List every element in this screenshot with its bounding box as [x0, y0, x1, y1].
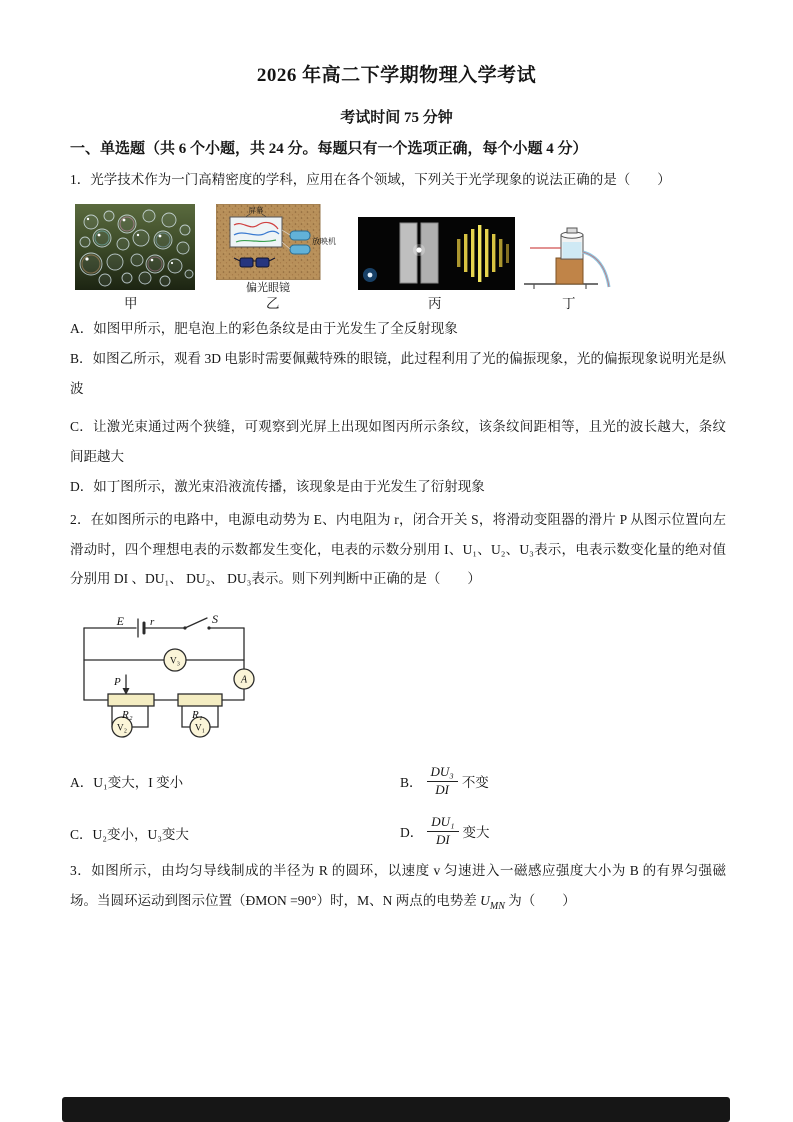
fraction-denominator: DI: [436, 831, 450, 847]
circuit-figure: [76, 612, 261, 755]
laser-water-diagram: [522, 220, 624, 290]
resistor-r1-label: R₁: [192, 709, 203, 721]
fraction-denominator: DI: [435, 781, 450, 797]
cinema-3d-figure: [216, 204, 348, 285]
potential-difference-symbol: U: [480, 892, 490, 908]
q2-option-b-tail: 不变: [461, 775, 489, 790]
q2-option-d-key: D．: [400, 825, 424, 840]
switch-contact: [207, 626, 210, 629]
q3-stem-part2: 为（ ）: [504, 892, 576, 908]
double-slit-figure: [358, 217, 515, 295]
switch-label: S: [212, 612, 218, 626]
circuit-diagram: [76, 612, 261, 750]
q3-stem: [70, 856, 726, 921]
slider-label: P: [114, 676, 121, 688]
laser-source: [363, 268, 377, 282]
q2-option-a: [70, 768, 183, 798]
switch-lever: [185, 618, 207, 628]
cinema-3d-diagram: [216, 204, 348, 280]
q1-stem: 1．光学技术作为一门高精密度的学科，应用在各个领域，下列关于光学现象的说法正确的是（ ）: [70, 172, 671, 187]
figure-caption-bing: 丙: [428, 296, 442, 311]
projector-label: 放映机: [312, 237, 336, 246]
q1-option-c: C．让激光束通过两个狭缝，可观察到光屏上出现如图丙所示条纹，该条纹间距相等，且光的波长越大，条纹间距越大: [70, 419, 726, 464]
battery-emf-label: E: [116, 614, 124, 628]
water-stream: [583, 252, 609, 287]
voltmeter-v3-label: V₃: [169, 656, 181, 667]
q2-option-d: [400, 810, 490, 852]
q2-option-d-tail: 变大: [462, 825, 490, 840]
ammeter-label: A: [240, 674, 248, 686]
resistor-r2-label: R₂: [122, 709, 133, 721]
cinema-screen: [230, 217, 282, 247]
switch-contact: [183, 626, 186, 629]
q2-option-d-fraction: [427, 815, 458, 848]
section-heading: 一、单选题（共 6 个小题，共 24 分。每题只有一个选项正确，每个小题 4 分）: [70, 141, 588, 157]
q1-option-b: B．如图乙所示，观看 3D 电影时需要佩戴特殊的眼镜，此过程利用了光的偏振现象，光的偏振现象说明光是纵波: [70, 351, 726, 396]
polarized-glasses-label: 偏光眼镜: [246, 282, 290, 294]
fraction-numerator: DU₁: [427, 815, 458, 832]
voltmeter-v1-label: V₁: [194, 723, 206, 734]
resistor-r2: [108, 694, 154, 706]
wooden-block: [556, 258, 583, 284]
fraction-numerator: DU₃: [427, 765, 458, 782]
q2-option-a-text: A．U₁变大，I 变小: [70, 775, 184, 790]
water-container: [561, 228, 583, 259]
q2-option-c-text: C．U₂变小，U₃变大: [70, 827, 189, 842]
q1-option-a: A．如图甲所示，肥皂泡上的彩色条纹是由于光发生了全反射现象: [70, 321, 458, 336]
q2-option-b-fraction: [427, 765, 458, 798]
figure-caption-jia: 甲: [124, 296, 138, 311]
exam-duration: 考试时间 75 分钟: [340, 110, 453, 126]
screen-label: 屏幕: [248, 206, 264, 215]
q3-stem-part1: 3．如图所示，由均匀导线制成的半径为 R 的圆环，以速度 v 匀速进入一磁感应强度大小为 B 的有界匀强磁场。当圆环运动到图示位置（ÐMON =90°）时，M、N 两点的电势差: [70, 863, 726, 908]
potential-difference-subscript: MN: [489, 900, 505, 912]
double-slit-photo: [358, 217, 515, 290]
soap-bubbles-photo: [75, 204, 195, 290]
figure-caption-ding: 丁: [562, 296, 576, 311]
page-title: 2026 年高二下学期物理入学考试: [256, 65, 537, 86]
q2-option-c: [70, 820, 189, 850]
circuit-wires: [84, 618, 244, 727]
laser-water-figure: [522, 220, 624, 295]
soap-bubbles-figure: [75, 204, 195, 295]
figure-caption-yi: 乙: [266, 296, 280, 311]
q2-option-b-key: B．: [400, 775, 423, 790]
voltmeter-v2-label: V₂: [116, 723, 128, 734]
resistor-r1: [178, 694, 222, 706]
q2-stem: 2．在如图所示的电路中，电源电动势为 E、内电阻为 r，闭合开关 S，将滑动变阻器的滑片 P 从图示位置向左滑动时，四个理想电表的示数都发生变化，电表的示数分别用 I、U₁、U₂、U₃表示，电表示数变化量的绝对值分别用 DI 、DU₁、 DU₂、 DU₃表示。则下列判断中正确的是（ ）: [70, 512, 726, 586]
q1-option-d: D．如丁图所示，激光束沿液流传播，该现象是由于光发生了衍射现象: [70, 479, 485, 494]
internal-resistance-label: r: [150, 616, 155, 628]
bottom-bar: [62, 1097, 730, 1122]
q2-option-b: [400, 760, 489, 802]
